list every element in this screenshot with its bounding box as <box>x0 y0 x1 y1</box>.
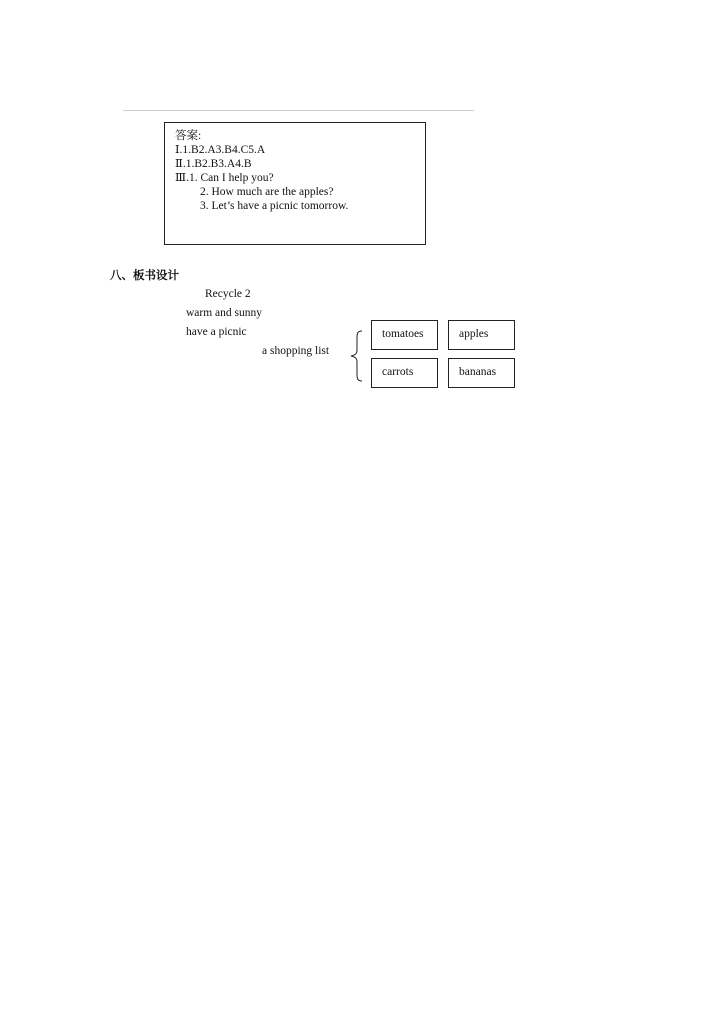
phrase-shopping-list: a shopping list <box>262 345 330 357</box>
answer-heading: 答案: <box>175 130 202 142</box>
item-label: bananas <box>459 366 497 378</box>
board-title: Recycle 2 <box>205 288 251 300</box>
answer-part-3-item-1: Ⅲ.1. Can I help you? <box>175 172 274 184</box>
section-title: 八、板书设计 <box>110 268 179 282</box>
item-box-bananas <box>448 358 515 388</box>
item-label: carrots <box>382 366 414 378</box>
curly-brace-icon <box>349 330 371 382</box>
item-label: apples <box>459 328 489 340</box>
item-label: tomatoes <box>382 328 424 340</box>
item-box-apples <box>448 320 515 350</box>
phrase-have-a-picnic: have a picnic <box>186 326 247 338</box>
top-divider <box>123 110 474 111</box>
item-box-carrots <box>371 358 438 388</box>
answer-part-1: Ⅰ.1.B2.A3.B4.C5.A <box>175 144 266 156</box>
answer-part-3-item-3: 3. Let’s have a picnic tomorrow. <box>200 200 349 212</box>
item-box-tomatoes <box>371 320 438 350</box>
answer-box <box>164 122 426 245</box>
answer-part-3-item-2: 2. How much are the apples? <box>200 186 334 198</box>
phrase-warm-and-sunny: warm and sunny <box>186 307 263 319</box>
answer-part-2: Ⅱ.1.B2.B3.A4.B <box>175 158 252 170</box>
